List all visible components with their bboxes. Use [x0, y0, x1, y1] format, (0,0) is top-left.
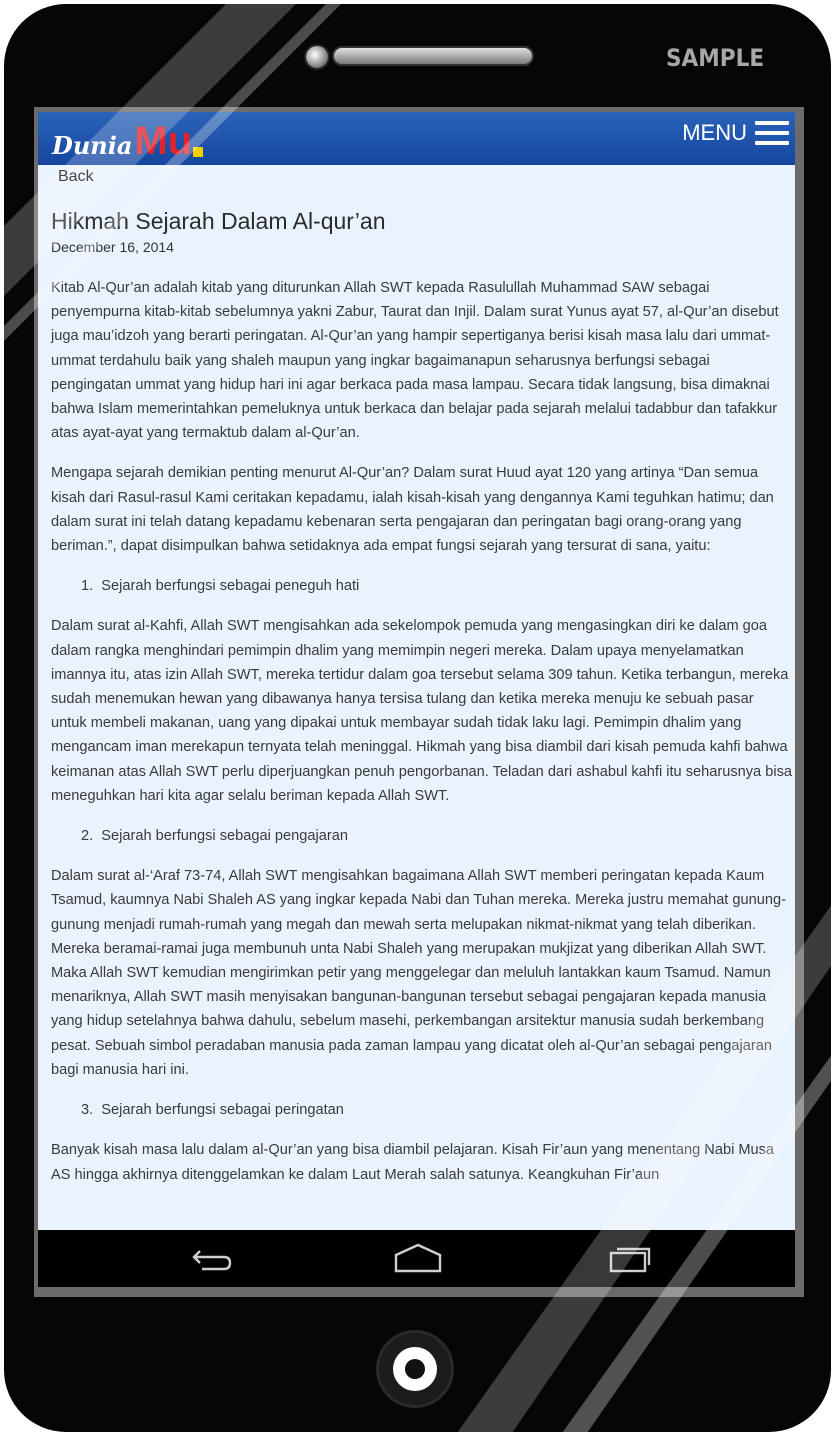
home-icon[interactable]	[388, 1240, 448, 1276]
list-item-number: 3.	[81, 1102, 94, 1119]
recent-apps-icon[interactable]	[600, 1240, 660, 1276]
article-paragraph: Mengapa sejarah demikian penting menurut Al-Qur’an? Dalam surat Huud ayat 120 yang artinya “Dan semua kisah dari Rasul-rasul Kami ceritakan kepadamu, ialah kisah-kisah yang dengannya Kami teguhkan hatimu; dan dalam surat ini telah datang kepadamu kebenaran serta pengajaran dan peringatan bagi orang-orang yang beriman.”, dapat disimpulkan bahwa setidaknya ada empat fungsi sejarah yang tersurat di sana, yaitu:	[51, 465, 774, 555]
menu-button[interactable]	[682, 120, 789, 146]
list-item	[51, 1098, 793, 1122]
logo-text-dunia: Dunia	[52, 131, 133, 160]
speaker-grille-icon	[332, 46, 534, 66]
back-arrow-icon[interactable]	[182, 1240, 242, 1276]
article-paragraph: Dalam surat al-Kahfi, Allah SWT mengisahkan ada sekelompok pemuda yang mengasingkan diri ke dalam goa dalam rangka menghindari pemimpin dhalim yang memimpin negeri mereka. Dalam upaya menyelamatkan imannya itu, atas izin Allah SWT, mereka tertidur dalam goa tersebut selama 309 tahun. Ketika terbangun, mereka sudah menemukan hewan yang dibawanya hanya tersisa tulang dan ketika mereka menuju ke sebuah pasar untuk membeli makanan, uang yang dipakai untuk membayar sudah tidak laku lagi. Pemimpin dhalim yang mengancam iman merekapun ternyata telah meninggal. Hikmah yang bisa diambil dari kisah pemuda kahfi bahwa keimanan atas Allah SWT perlu diperjuangkan penuh pengorbanan. Teladan dari ashabul kahfi itu seharusnya bisa meneguhkan hari kita agar selalu beriman kepada Allah SWT.	[51, 618, 793, 804]
home-button-icon[interactable]	[376, 1330, 454, 1408]
article	[51, 206, 793, 1187]
article-paragraph: Dalam surat al-‘Araf 73-74, Allah SWT mengisahkan bagaimana Allah SWT memberi peringatan kepada Kaum Tsamud, kaumnya Nabi Shaleh AS yang ingkar kepada Nabi dan Tuhan mereka. Mereka justru memahat gunung-gunung menjadi rumah-rumah yang megah dan mewah serta melupakan nikmat-nikmat yang telah diberikan. Mereka beramai-ramai juga membunuh unta Nabi Shaleh yang merupakan mukjizat yang diberikan Allah SWT. Maka Allah SWT kemudian mengirimkan petir yang menggelegar dan meluluh lantakkan kaum Tsamud. Namun menariknya, Allah SWT masih menyisakan bangunan-bangunan tersebut sebagai pengajaran kepada manusia yang hidup setelahnya bahwa dahulu, sebelum masehi, perkembangan arsitektur manusia sudah berkembang pesat. Sebuah simbol peradaban manusia pada zaman lampau yang dicatat oleh al-Qur’an sebagai pengajaran bagi manusia hari ini.	[51, 868, 786, 1078]
menu-label: MENU	[682, 120, 747, 145]
front-camera-icon	[304, 44, 330, 70]
screen	[38, 112, 795, 1287]
app-header	[38, 112, 795, 165]
article-paragraph: Banyak kisah masa lalu dalam al-Qur’an yang bisa diambil pelajaran. Kisah Fir’aun yang menentang Nabi Musa AS hingga akhirnya ditenggelamkan ke dalam Laut Merah salah satunya. Keangkuhan Fir’aun	[51, 1142, 775, 1183]
article-date: December 16, 2014	[51, 239, 174, 255]
list-item-text: Sejarah berfungsi sebagai pengajaran	[101, 828, 348, 845]
hamburger-icon	[755, 121, 789, 145]
logo-text-mu: Mu	[134, 119, 193, 163]
back-link[interactable]: Back	[58, 168, 94, 185]
sample-watermark: SAMPLE	[666, 44, 765, 72]
list-item-number: 1.	[81, 578, 94, 595]
list-item	[51, 574, 793, 598]
list-item-number: 2.	[81, 828, 94, 845]
logo-square-icon	[193, 147, 203, 157]
list-item	[51, 824, 793, 848]
android-nav-bar	[38, 1230, 795, 1287]
list-item-text: Sejarah berfungsi sebagai peneguh hati	[101, 578, 360, 595]
article-title: Hikmah Sejarah Dalam Al-qur’an	[51, 208, 386, 234]
site-logo[interactable]	[52, 119, 203, 163]
article-paragraph: Kitab Al-Qur’an adalah kitab yang diturunkan Allah SWT kepada Rasulullah Muhammad SAW sebagai penyempurna kitab-kitab sebelumnya yakni Zabur, Taurat dan Injil. Dalam surat Yunus ayat 57, al-Qur’an disebut juga mau’idzoh yang berarti peringatan. Al-Qur’an yang hampir sepertiganya berisi kisah masa lalu dari ummat-ummat terdahulu baik yang shaleh maupun yang ingkar bagaimanapun seharusnya berfungsi sebagai pengingatan ummat yang hidup hari ini agar berkaca pada masa lampau. Secara tidak langsung, bisa dimaknai bahwa Islam memerintahkan pemeluknya untuk berkaca dan belajar pada sejarah melalui tadabbur dan tafakkur atas ayat-ayat yang termaktub dalam al-Qur’an.	[51, 280, 779, 442]
list-item-text: Sejarah berfungsi sebagai peringatan	[101, 1102, 344, 1119]
